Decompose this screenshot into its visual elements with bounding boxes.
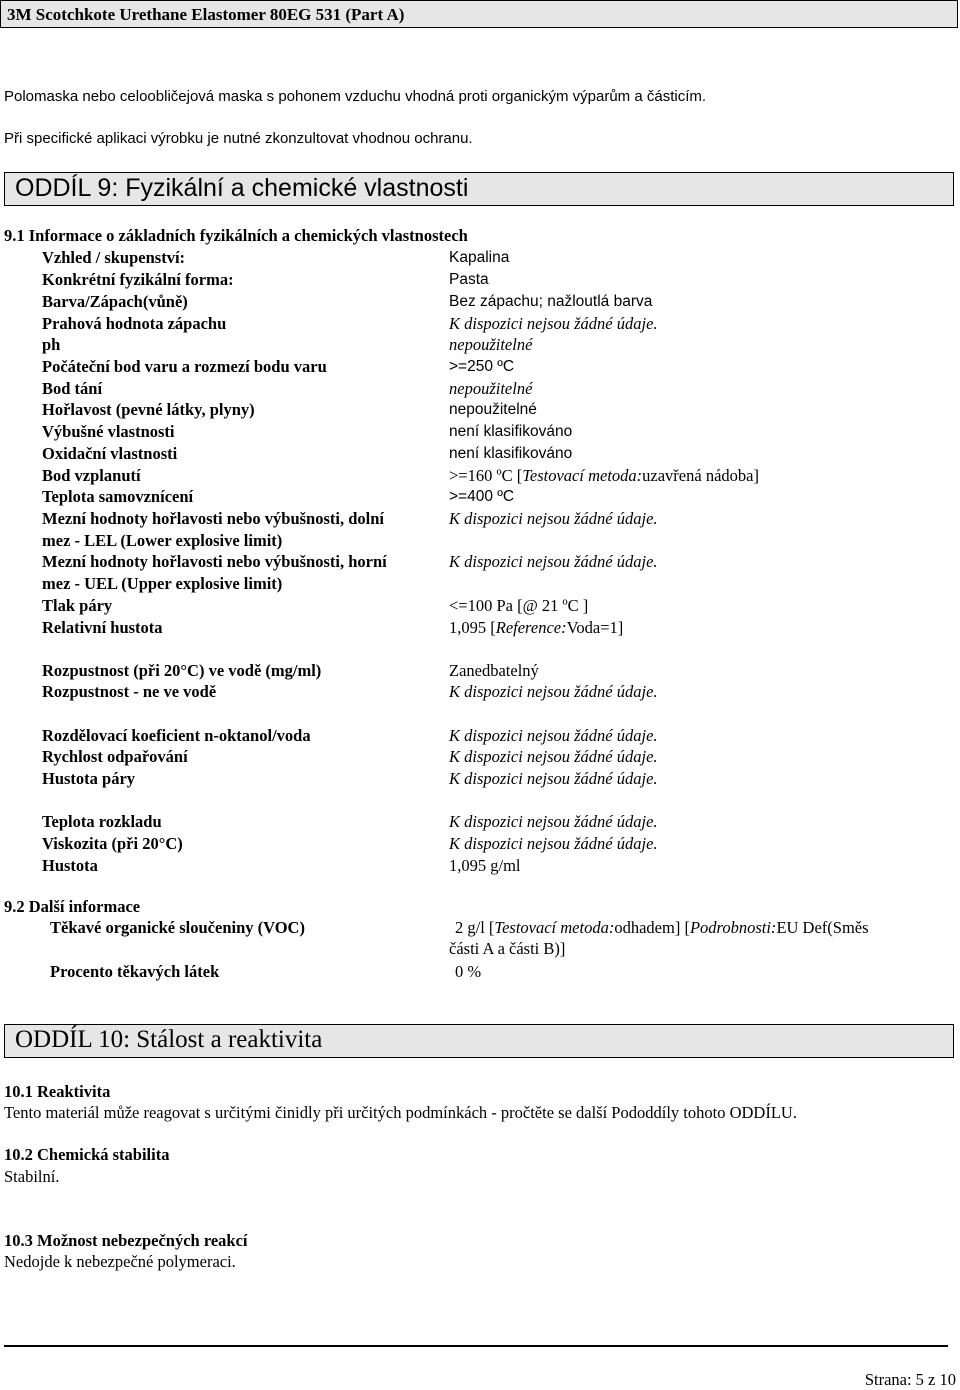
property-label: Mezní hodnoty hořlavosti nebo výbušnosti, horní: [42, 552, 387, 571]
property-value: Zanedbatelný: [449, 661, 539, 680]
voc-part-italic: Testovací metoda:: [494, 918, 615, 937]
property-label-continued: mez - UEL (Upper explosive limit): [42, 574, 283, 593]
voc-value-continued: části A a části B)]: [449, 939, 566, 958]
property-label: Hustota páry: [42, 769, 136, 788]
property-value: K dispozici nejsou žádné údaje.: [449, 834, 658, 853]
property-label: Konkrétní fyzikální forma:: [42, 270, 234, 289]
voc-label: Těkavé organické sloučeniny (VOC): [50, 918, 305, 937]
property-label: Mezní hodnoty hořlavosti nebo výbušnosti, dolní: [42, 509, 384, 528]
property-value: Kapalina: [449, 249, 510, 266]
property-label: Oxidační vlastnosti: [42, 444, 178, 463]
property-label: Bod vzplanutí: [42, 466, 141, 485]
property-value: nepoužitelné: [449, 401, 537, 418]
property-label: Viskozita (při 20°C): [42, 834, 183, 853]
property-value: >=400 ºC: [449, 488, 515, 505]
property-label: Barva/Zápach(vůně): [42, 292, 188, 311]
property-value: K dispozici nejsou žádné údaje.: [449, 682, 658, 701]
document-title: 3M Scotchkote Urethane Elastomer 80EG 531 (Part A): [7, 5, 405, 24]
property-label: Výbušné vlastnosti: [42, 422, 175, 441]
property-value: [449, 618, 623, 638]
property-value: <=100 Pa [@ 21 ºC ]: [449, 596, 589, 615]
property-value: K dispozici nejsou žádné údaje.: [449, 747, 658, 766]
property-label: Bod tání: [42, 379, 103, 398]
property-label: Teplota samovznícení: [42, 487, 194, 506]
property-label: Vzhled / skupenství:: [42, 248, 186, 267]
property-value: Pasta: [449, 271, 489, 288]
property-value: nepoužitelné: [449, 335, 533, 354]
value-part: 1,095 [: [449, 618, 496, 637]
property-value: >=250 ºC: [449, 358, 515, 375]
subsection-9-1-title: 9.1 Informace o základních fyzikálních a chemických vlastnostech: [4, 226, 468, 245]
value-part-italic: Reference:: [495, 618, 567, 637]
property-label: Rozdělovací koeficient n-oktanol/voda: [42, 726, 311, 745]
property-value: není klasifikováno: [449, 423, 573, 440]
property-label-continued: mez - LEL (Lower explosive limit): [42, 531, 283, 550]
property-value: 1,095 g/ml: [449, 856, 521, 875]
footer-divider: [4, 1345, 948, 1347]
property-value: K dispozici nejsou žádné údaje.: [449, 552, 658, 571]
voc-part: 2 g/l [: [455, 918, 495, 937]
property-value: [449, 466, 759, 486]
value-part: uzavřená nádoba]: [642, 466, 759, 485]
voc-part: EU Def(Směs: [776, 918, 869, 937]
value-part: >=160 ºC [: [449, 466, 523, 485]
property-label: Rozpustnost - ne ve vodě: [42, 682, 217, 701]
property-label: Rychlost odpařování: [42, 747, 188, 766]
voc-value: [455, 918, 869, 938]
section-9-header: [4, 172, 954, 206]
voc-part-italic: Podrobnosti:: [689, 918, 777, 937]
section-9-title: ODDÍL 9: Fyzikální a chemické vlastnosti: [15, 174, 469, 202]
document-header: [0, 0, 958, 28]
property-label: Prahová hodnota zápachu: [42, 314, 227, 333]
property-label: ph: [42, 335, 61, 354]
value-part-italic: Testovací metoda:: [522, 466, 643, 485]
subsection-9-2-title: 9.2 Další informace: [4, 897, 141, 916]
subsection-10-1-text: Tento materiál může reagovat s určitými činidly při určitých podmínkách - pročtěte se další Pododdíly tohoto ODDÍLU.: [4, 1103, 797, 1122]
page-number: Strana: 5 z 10: [864, 1370, 956, 1389]
section-10-header: [4, 1024, 954, 1058]
property-value: K dispozici nejsou žádné údaje.: [449, 509, 658, 528]
section-10-title: ODDÍL 10: Stálost a reaktivita: [15, 1026, 323, 1053]
property-value: Bez zápachu; nažloutlá barva: [449, 293, 653, 310]
property-label: Tlak páry: [42, 596, 113, 615]
property-value: K dispozici nejsou žádné údaje.: [449, 314, 658, 333]
intro-line-1: Polomaska nebo celoobličejová maska s pohonem vzduchu vhodná proti organickým výparům a částicím.: [4, 88, 707, 105]
value-part: Voda=1]: [566, 618, 624, 637]
property-value: nepoužitelné: [449, 379, 533, 398]
subsection-10-3-title: 10.3 Možnost nebezpečných reakcí: [4, 1231, 248, 1250]
property-label: Hořlavost (pevné látky, plyny): [42, 400, 255, 419]
property-value: není klasifikováno: [449, 445, 573, 462]
voc-part: odhadem] [: [614, 918, 690, 937]
volatile-percent-label: Procento těkavých látek: [50, 962, 220, 981]
property-value: K dispozici nejsou žádné údaje.: [449, 812, 658, 831]
property-label: Rozpustnost (při 20°C) ve vodě (mg/ml): [42, 661, 322, 680]
property-value: K dispozici nejsou žádné údaje.: [449, 769, 658, 788]
subsection-10-2-text: Stabilní.: [4, 1167, 60, 1186]
subsection-10-3-text: Nedojde k nebezpečné polymeraci.: [4, 1252, 236, 1271]
property-label: Hustota: [42, 856, 98, 875]
intro-line-2: Při specifické aplikaci výrobku je nutné zkonzultovat vhodnou ochranu.: [4, 130, 473, 147]
property-value: K dispozici nejsou žádné údaje.: [449, 726, 658, 745]
volatile-percent-value: 0 %: [455, 962, 482, 981]
subsection-10-2-title: 10.2 Chemická stabilita: [4, 1145, 170, 1164]
property-label: Teplota rozkladu: [42, 812, 162, 831]
property-label: Počáteční bod varu a rozmezí bodu varu: [42, 357, 327, 376]
subsection-10-1-title: 10.1 Reaktivita: [4, 1082, 111, 1101]
property-label: Relativní hustota: [42, 618, 163, 637]
